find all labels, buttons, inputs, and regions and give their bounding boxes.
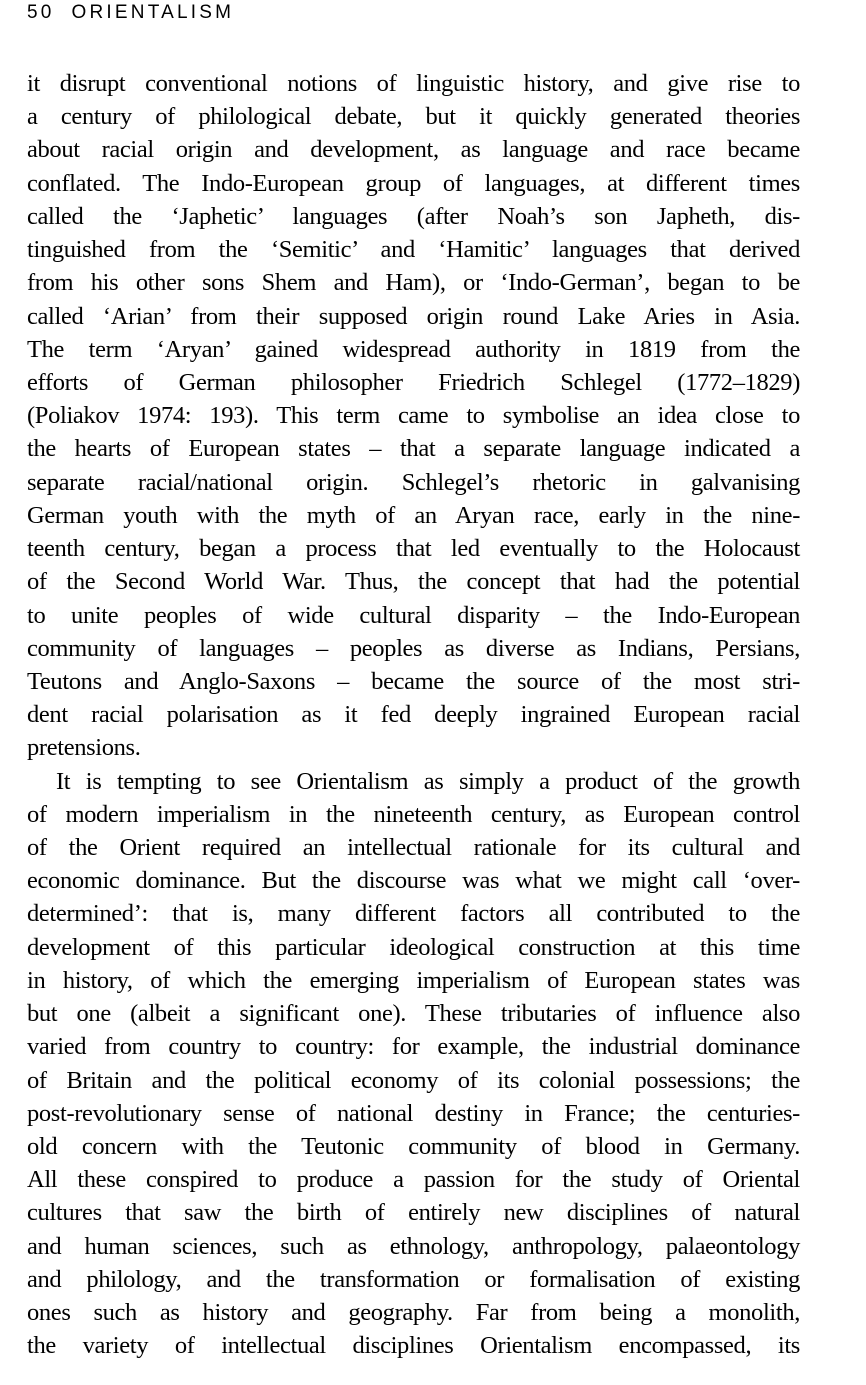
text-line: it disrupt conventional notions of linguistic history, and give rise to [27, 70, 800, 97]
running-title: ORIENTALISM [71, 2, 235, 23]
text-line: cultures that saw the birth of entirely new disciplines of natural [27, 1199, 800, 1227]
text-line: and human sciences, such as ethnology, anthropology, palaeontology [27, 1232, 800, 1260]
text-line: called ‘Arian’ from their supposed origin round Lake Aries in Asia. [27, 302, 800, 330]
text-line: development of this particular ideological construction at this time [27, 933, 800, 961]
text-line: Teutons and Anglo-Saxons – became the source of the most stri- [27, 667, 800, 695]
text-line: called the ‘Japhetic’ languages (after Noah’s son Japheth, dis- [27, 202, 800, 230]
text-line: but one (albeit a significant one). These tributaries of influence also [27, 1000, 800, 1028]
text-line: separate racial/national origin. Schlegel’s rhetoric in galvanising [27, 468, 800, 496]
text-line: efforts of German philosopher Friedrich Schlegel (1772–1829) [27, 368, 800, 396]
text-line: from his other sons Shem and Ham), or ‘Indo-German’, began to be [27, 269, 800, 297]
text-line: German youth with the myth of an Aryan race, early in the nine- [27, 501, 800, 529]
text-line: in history, of which the emerging imperialism of European states was [27, 966, 800, 994]
text-line: ones such as history and geography. Far from being a monolith, [27, 1299, 800, 1327]
text-line: varied from country to country: for example, the industrial dominance [27, 1033, 800, 1061]
text-line: of modern imperialism in the nineteenth century, as European control [27, 800, 800, 828]
text-line: post-revolutionary sense of national destiny in France; the centuries- [27, 1099, 800, 1127]
text-line: (Poliakov 1974: 193). This term came to symbolise an idea close to [27, 402, 800, 430]
text-line: of the Orient required an intellectual rationale for its cultural and [27, 834, 800, 862]
text-line: the variety of intellectual disciplines Orientalism encompassed, its [27, 1332, 800, 1360]
text-line: to unite peoples of wide cultural disparity – the Indo-European [27, 601, 800, 629]
text-line: teenth century, began a process that led eventually to the Holocaust [27, 535, 800, 563]
text-line: It is tempting to see Orientalism as simply a product of the growth [56, 767, 800, 795]
body-text [27, 67, 800, 1363]
text-line: old concern with the Teutonic community of blood in Germany. [27, 1133, 800, 1160]
text-line: community of languages – peoples as diverse as Indians, Persians, [27, 634, 800, 662]
text-line: about racial origin and development, as language and race became [27, 136, 800, 164]
page-number: 50 [27, 2, 55, 23]
text-line: tinguished from the ‘Semitic’ and ‘Hamitic’ languages that derived [27, 236, 800, 264]
text-line: economic dominance. But the discourse was what we might call ‘over- [27, 867, 800, 895]
text-line: a century of philological debate, but it quickly generated theories [27, 103, 800, 131]
text-line: All these conspired to produce a passion for the study of Oriental [27, 1166, 800, 1194]
text-line: pretensions. [27, 734, 141, 762]
text-line: dent racial polarisation as it fed deeply ingrained European racial [27, 701, 800, 729]
running-head [27, 2, 234, 24]
text-line: conflated. The Indo-European group of languages, at different times [27, 169, 800, 197]
text-line: the hearts of European states – that a separate language indicated a [27, 435, 800, 463]
paragraph-2 [27, 765, 800, 1363]
text-line: determined’: that is, many different factors all contributed to the [27, 900, 800, 928]
text-line: of Britain and the political economy of its colonial possessions; the [27, 1066, 800, 1094]
text-line: The term ‘Aryan’ gained widespread authority in 1819 from the [27, 335, 800, 363]
paragraph-1 [27, 67, 800, 765]
text-line: and philology, and the transformation or formalisation of existing [27, 1265, 800, 1293]
text-line: of the Second World War. Thus, the concept that had the potential [27, 568, 800, 596]
